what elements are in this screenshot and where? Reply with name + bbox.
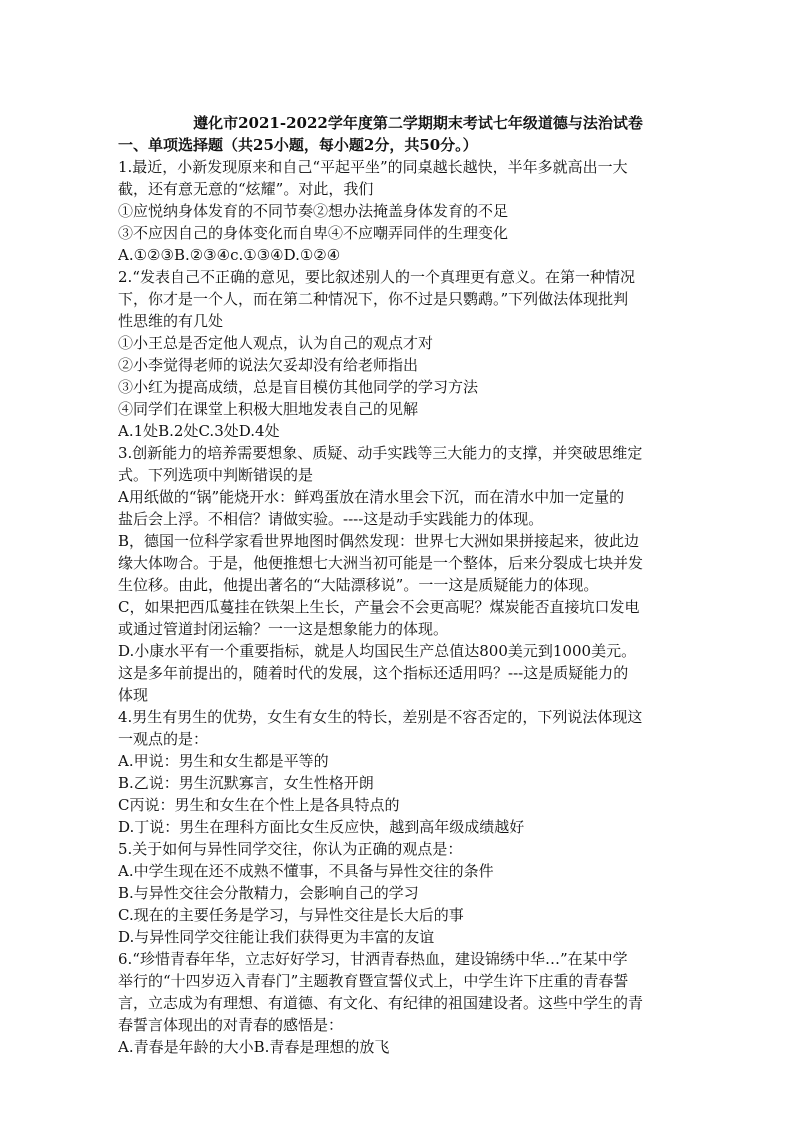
question-option: B.乙说：男生沉默寡言，女生性格开朗	[118, 774, 374, 792]
section-heading-single-choice: 一、单项选择题（共25小题，每小题2分，共50分。）	[118, 136, 478, 154]
question-line: 下，你才是一个人，而在第二种情况下，你不过是只鹦鹉。”下列做法体现批判	[118, 290, 629, 308]
question-option: C.现在的主要任务是学习，与异性交往是长大后的事	[118, 906, 464, 924]
question-line: 性思维的有几处	[118, 312, 224, 330]
question-option: D.与异性同学交往能让我们获得更为丰富的友谊	[118, 928, 435, 946]
question-2	[118, 266, 678, 442]
exam-title: 遵化市2021-2022学年度第二学期期末考试七年级道德与法治试卷	[193, 114, 643, 132]
question-options: A.①②③B.②③④c.①③④D.①②④	[118, 246, 341, 264]
exam-page	[118, 112, 678, 1058]
question-line: ④同学们在课堂上积极大胆地发表自己的见解	[118, 400, 419, 418]
question-line: D.小康水平有一个重要指标，就是人均国民生产总值达800美元到1000美元。	[118, 642, 637, 660]
question-line: 春誓言体现出的对青春的感悟是：	[118, 1016, 344, 1034]
question-line: 2.“发表自己不正确的意见，要比叙述别人的一个真理更有意义。在第一种情况	[118, 268, 635, 286]
question-6	[118, 948, 678, 1058]
question-option: C丙说：男生和女生在个性上是各具特点的	[118, 796, 400, 814]
question-line: 1.最近，小新发现原来和自己“平起平坐”的同桌越长越快，半年多就高出一大	[118, 158, 628, 176]
question-line: ③小红为提高成绩，总是盲目模仿其他同学的学习方法	[118, 378, 479, 396]
question-line: 3.创新能力的培养需要想象、质疑、动手实践等三大能力的支撑，并突破思维定	[118, 444, 643, 462]
question-line: 生位移。由此，他提出著名的“大陆漂移说”。一一这是质疑能力的体现。	[118, 576, 599, 594]
question-options: A.青春是年龄的大小B.青春是理想的放飞	[118, 1038, 390, 1056]
question-option: B.与异性交往会分散精力，会影响自己的学习	[118, 884, 419, 902]
question-line: 4.男生有男生的优势，女生有女生的特长，差别是不容否定的，下列说法体现这	[118, 708, 643, 726]
question-line: ②小李觉得老师的说法欠妥却没有给老师指出	[118, 356, 419, 374]
question-line: ③不应因自己的身体变化而自卑④不应嘲弄同伴的生理变化	[118, 224, 509, 242]
question-line: 一观点的是：	[118, 730, 209, 748]
question-line: A用纸做的“锅”能烧开水：鲜鸡蛋放在清水里会下沉，而在清水中加一定量的	[118, 488, 625, 506]
question-line: 5.关于如何与异性同学交往，你认为正确的观点是：	[118, 840, 463, 858]
question-line: 缘大体吻合。于是，他便推想七大洲当初可能是一个整体，后来分裂成七块并发	[118, 554, 644, 572]
question-line: 式。下列选项中判断错误的是	[118, 466, 314, 484]
question-option: D.丁说：男生在理科方面比女生反应快，越到高年级成绩越好	[118, 818, 525, 836]
question-line: 盐后会上浮。不相信？请做实验。----这是动手实践能力的体现。	[118, 510, 544, 528]
question-line: ①应悦纳身体发育的不同节奏②想办法掩盖身体发育的不足	[118, 202, 509, 220]
question-line: 言，立志成为有理想、有道德、有文化、有纪律的祖国建设者。这些中学生的青	[118, 994, 644, 1012]
question-option: A.甲说：男生和女生都是平等的	[118, 752, 329, 770]
question-line: ①小王总是否定他人观点，认为自己的观点才对	[118, 334, 434, 352]
question-line: 6.“珍惜青春年华，立志好好学习，甘洒青春热血，建设锦绣中华…”在某中学	[118, 950, 628, 968]
question-line: 举行的“十四岁迈入青春门”主题教育暨宣誓仪式上，中学生许下庄重的青春誓	[118, 972, 629, 990]
question-4	[118, 706, 678, 838]
question-1	[118, 156, 678, 266]
question-options: A.1处B.2处C.3处D.4处	[118, 422, 280, 440]
question-line: 这是多年前提出的，随着时代的发展，这个指标还适用吗？---这是质疑能力的	[118, 664, 629, 682]
question-option: A.中学生现在还不成熟不懂事，不具备与异性交往的条件	[118, 862, 494, 880]
question-3	[118, 442, 678, 706]
question-line: B，德国一位科学家看世界地图时偶然发现：世界七大洲如果拼接起来，彼此边	[118, 532, 640, 550]
question-line: 截，还有意无意的“炫耀”。对此，我们	[118, 180, 374, 198]
question-line: 体现	[118, 686, 149, 704]
question-line: C，如果把西瓜蔓挂在铁架上生长，产量会不会更高呢？煤炭能否直接坑口发电	[118, 598, 640, 616]
question-5	[118, 838, 678, 948]
question-line: 或通过管道封闭运输？一一这是想象能力的体现。	[118, 620, 449, 638]
